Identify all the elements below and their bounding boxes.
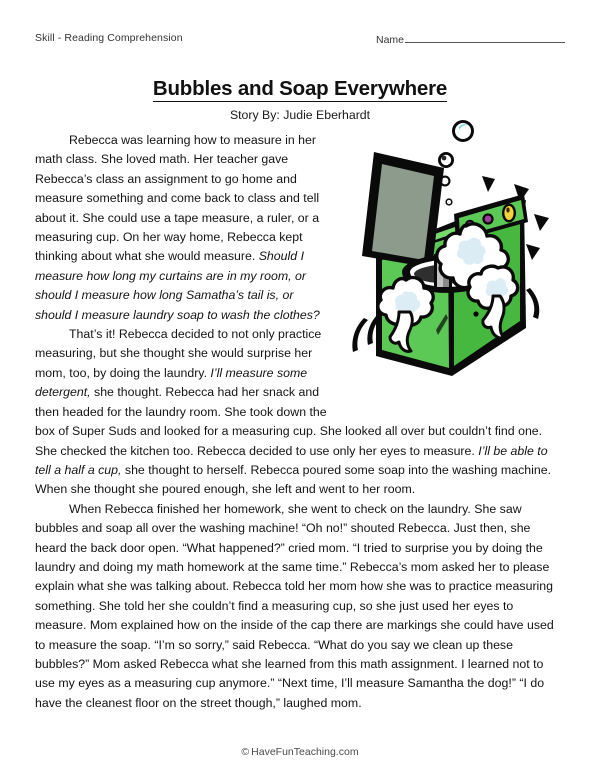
title-block <box>0 77 600 122</box>
paragraph-1-italic-thought: Should I measure how long my curtains are in my room, or should I measure how long Samatha’s tail is, or should I measure laundry soap to wash the clothes? <box>35 249 320 322</box>
worksheet-header <box>35 32 565 50</box>
story-byline: Story By: Judie Eberhardt <box>229 107 371 122</box>
copyright-symbol: © <box>241 746 250 758</box>
paragraph-1-text: Rebecca was learning how to measure in her math class. She loved math. Her teacher gave Rebecca’s class an assignment to go home and measure something and come back to class and tell about it. She could use a tape measure, a ruler, or a measuring cup. On her way home, Rebecca kept thinking about what she would measure. <box>35 133 320 264</box>
paragraph-2-text-a: That’s it! Rebecca decided to not only practice measuring, but she thought she would surprise her mom, too, by doing the laundry. <box>35 327 322 380</box>
paragraph-3-text: When Rebecca finished her homework, she went to check on the laundry. She saw bubbles and soap all over the washing machine! “Oh no!” shouted Rebecca. Just then, she heard the back door open. “What happened?” cried mom. “I tried to surprise you by doing the laundry and doing my math homework at the same time.” Rebecca’s mom asked her to please explain what she was talking about. Rebecca told her mom how she was to practice measuring something. She told her she couldn’t find a measuring cup, so she just used her eyes to measure. Mom explained how on the inside of the cap there are markings she could have used to measure the soap. “I’m so sorry,” said Rebecca. “What do you say we clean up these bubbles?” Mom asked Rebecca what she learned from this math assignment. I learned not to use my eyes as a measuring cup anymore.” “Next time, I’ll measure Samantha the dog!” “I do have the cleanest floor on the street though,” laughed mom. <box>35 501 554 710</box>
copyright-text: HaveFunTeaching.com <box>251 746 359 758</box>
story-paragraph-3 <box>35 500 565 713</box>
page-title: Bubbles and Soap Everywhere <box>152 77 448 100</box>
paragraph-2-text-b: she thought. Rebecca had her snack and then headed for the laundry room. She took down the box of Super Suds and looked for a measuring cup. She looked all over but couldn’t find one. She checked the kitchen too. Rebecca decided to use only her eyes to measure. <box>35 385 543 458</box>
paragraph-2-italic-thought-a: I’ll measure some detergent, <box>35 365 308 400</box>
paragraph-2-italic-thought-b: I’ll be able to tell a half a cup, <box>35 443 548 477</box>
skill-label: Skill - Reading Comprehension <box>35 32 183 44</box>
story-text <box>35 131 565 713</box>
paragraph-2-text-c: she thought to herself. Rebecca poured some soap into the washing machine. When she thought she poured enough, she left and went to her room. <box>35 462 552 497</box>
name-write-in-line[interactable] <box>405 32 565 43</box>
footer-copyright <box>0 746 600 758</box>
name-label: Name <box>375 34 404 46</box>
name-field <box>376 32 565 46</box>
illustration-text-wrap-spacer <box>333 131 565 403</box>
story-title-wrapper <box>0 77 600 102</box>
